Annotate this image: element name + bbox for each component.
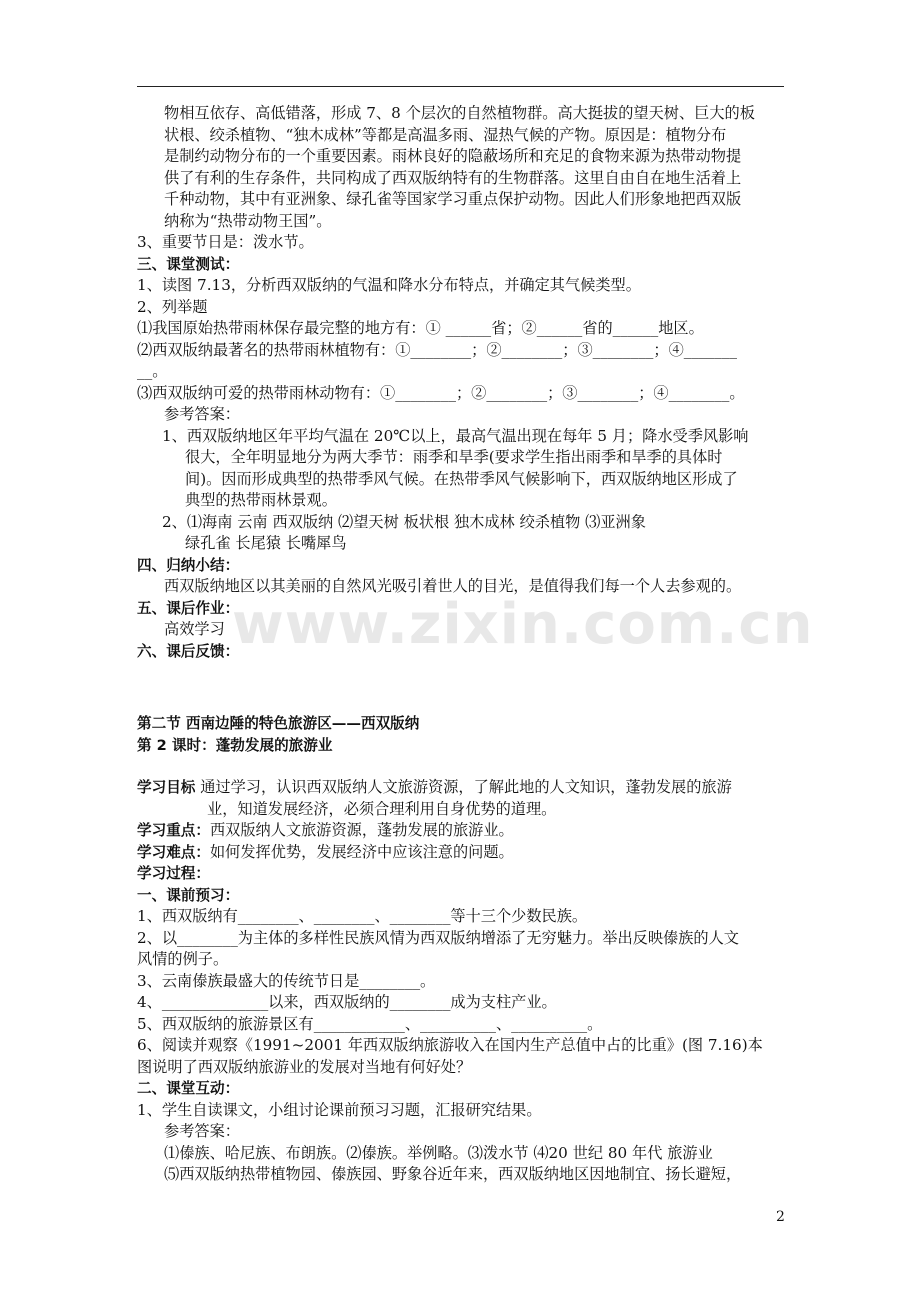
section-title: 第二节 西南边陲的特色旅游区——西双版纳 (137, 715, 420, 732)
question-2b-cont: __。 (137, 362, 168, 380)
homework-heading: 五、课后作业： (137, 599, 240, 617)
preview-item: 6、阅读并观察《1991~2001 年西双版纳旅游收入在国内生产总值中占的比重》(图 7.16)本 (137, 1036, 763, 1054)
process-heading: 学习过程： (137, 865, 210, 882)
question-2: 2、列举题 (137, 297, 208, 316)
answer-2-line: 2、⑴海南 云南 西双版纳 ⑵望天树 板状根 独木成林 绞杀植物 ⑶亚洲象 (162, 512, 646, 531)
key-points-label: 学习重点： (137, 822, 210, 839)
lesson-subtitle: 第 2 课时：蓬勃发展的旅游业 (137, 736, 333, 754)
difficulties-text: 如何发挥优势，发展经济中应该注意的问题。 (209, 842, 514, 861)
answer-line: ⑴傣族、哈尼族、布朗族。⑵傣族。举例略。⑶泼水节 ⑷20 世纪 80 年代 旅游业 (164, 1143, 713, 1162)
key-points (137, 820, 789, 842)
festival-line: 3、重要节日是：泼水节。 (137, 233, 314, 251)
learning-goal (137, 777, 789, 799)
paragraph-line: 物相互依存、高低错落，形成 7、8 个层次的自然植物群。高大挺拔的望天树、巨大的板 (164, 104, 755, 122)
preview-item: 5、西双版纳的旅游景区有____________、__________、__________。 (137, 1014, 603, 1033)
answer-line: ⑸西双版纳热带植物园、傣族园、野象谷近年来，西双版纳地区因地制宜、扬长避短， (164, 1165, 742, 1183)
answer-1-line: 1、西双版纳地区年平均气温在 20℃以上，最高气温出现在每年 5 月；降水受季风影响 (162, 426, 749, 445)
learning-goal-label: 学习目标 (137, 779, 196, 796)
question-2b: ⑵西双版纳最著名的热带雨林植物有：①________；②________；③________；④_______ (137, 340, 737, 359)
learning-goal-text-cont: 业，知道发展经济，必须合理利用自身优势的道理。 (207, 799, 557, 818)
reference-answer-label-2: 参考答案： (164, 1122, 240, 1140)
paragraph-line: 供了有利的生存条件，共同构成了西双版纳特有的生物群落。这里自由自在地生活着上 (164, 168, 742, 187)
question-2c: ⑶西双版纳可爱的热带雨林动物有：①________；②________；③________；④________。 (137, 383, 745, 402)
page-number: 2 (776, 1209, 785, 1225)
difficulties-label: 学习难点： (137, 843, 210, 861)
answer-1-line: 典型的热带雨林景观。 (185, 491, 337, 509)
summary-heading: 四、归纳小结： (137, 556, 240, 574)
preview-item: 4、______________以来，西双版纳的________成为支柱产业。 (137, 993, 557, 1011)
preview-item-cont: 图说明了西双版纳旅游业的发展对当地有何好处？ (137, 1057, 472, 1076)
header-rule (137, 86, 784, 87)
answer-1-line: 很大，全年明显地分为两大季节：雨季和旱季(要求学生指出雨季和旱季的具体时 (185, 448, 723, 466)
preview-item: 1、西双版纳有________、________、________等十三个少数民族。 (137, 907, 588, 925)
key-points-text: 西双版纳人文旅游资源，蓬勃发展的旅游业。 (209, 821, 514, 839)
paragraph-line: 纳称为“热带动物王国”。 (164, 211, 332, 230)
reference-answer-label: 参考答案： (164, 405, 240, 423)
question-1: 1、读图 7.13，分析西双版纳的气温和降水分布特点，并确定其气候类型。 (137, 276, 641, 294)
preview-heading: 一、课前预习： (137, 886, 240, 904)
watermark: www.zixin.com.cn (232, 592, 814, 657)
interaction-heading: 二、课堂互动： (137, 1080, 240, 1097)
paragraph-line: 状根、绞杀植物、“独木成林”等都是高温多雨、湿热气候的产物。原因是：植物分布 (164, 125, 727, 144)
paragraph-line: 是制约动物分布的一个重要因素。雨林良好的隐蔽场所和充足的食物来源为热带动物提 (164, 147, 742, 165)
interaction-item: 1、学生自读课文，小组讨论课前预习习题，汇报研究结果。 (137, 1100, 542, 1119)
paragraph-line: 千种动物，其中有亚洲象、绿孔雀等国家学习重点保护动物。因此人们形象地把西双版 (164, 190, 742, 208)
summary-text: 西双版纳地区以其美丽的自然风光吸引着世人的目光，是值得我们每一个人去参观的。 (164, 577, 742, 595)
homework-text: 高效学习 (164, 620, 225, 638)
preview-item: 3、云南傣族最盛大的传统节日是________。 (137, 971, 436, 990)
answer-2-line: 绿孔雀 长尾猿 长嘴犀鸟 (185, 534, 347, 552)
feedback-heading: 六、课后反馈： (137, 642, 240, 660)
test-heading: 三、课堂测试： (137, 255, 240, 273)
question-2a: ⑴我国原始热带雨林保存最完整的地方有：① ______省；②______省的______地区。 (137, 319, 704, 337)
learning-goal-text: 通过学习，认识西双版纳人文旅游资源，了解此地的人文知识，蓬勃发展的旅游 (195, 778, 732, 796)
preview-item-cont: 风情的例子。 (137, 950, 229, 968)
answer-1-line: 间)。因而形成典型的热带季风气候。在热带季风气候影响下，西双版纳地区形成了 (185, 469, 738, 488)
preview-item: 2、以________为主体的多样性民族风情为西双版纳增添了无穷魅力。举出反映傣族的人文 (137, 928, 739, 947)
difficulties (137, 842, 789, 864)
